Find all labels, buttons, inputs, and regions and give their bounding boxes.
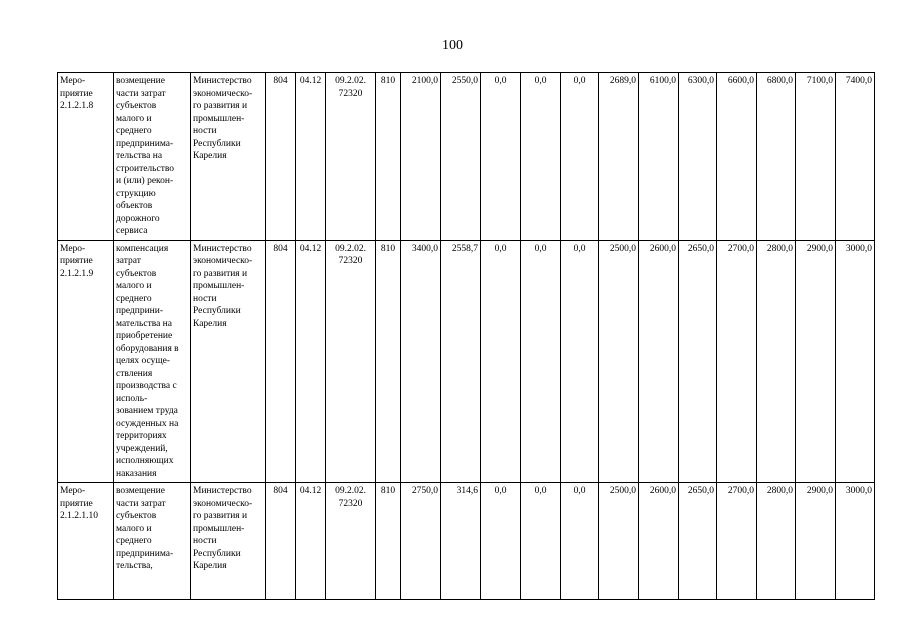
table-row	[58, 240, 875, 483]
activity-description-cell: компенсация затрат субъектов малого и среднего предприни- мательства на приобретение оборудования в целях осуще- ствления производства с исполь- зованием труда осужденных на территориях учреждений, исполняющих наказания	[114, 240, 191, 483]
responsible-organization-cell: Министерство экономическо- го развития и промышлен- ности Республики Карелия	[191, 483, 266, 600]
csr-code-cell: 09.2.02. 72320	[326, 483, 376, 600]
amount-cell: 2550,0	[441, 73, 481, 241]
grbs-code-cell: 804	[266, 483, 296, 600]
amount-cell: 3400,0	[401, 240, 441, 483]
activity-label-cell: Меро- приятие 2.1.2.1.9	[58, 240, 114, 483]
amount-cell: 2650,0	[679, 483, 717, 600]
vr-code-cell: 810	[376, 240, 401, 483]
amount-cell: 0,0	[481, 483, 521, 600]
amount-cell: 0,0	[481, 240, 521, 483]
amount-cell: 2650,0	[679, 240, 717, 483]
amount-cell: 2700,0	[717, 240, 757, 483]
budget-table	[57, 72, 875, 600]
amount-cell: 0,0	[521, 73, 561, 241]
amount-cell: 2500,0	[599, 483, 639, 600]
responsible-organization-cell: Министерство экономическо- го развития и промышлен- ности Республики Карелия	[191, 240, 266, 483]
amount-cell: 6800,0	[757, 73, 796, 241]
amount-cell: 2600,0	[639, 483, 679, 600]
activity-description-cell: возмещение части затрат субъектов малого и среднего предпринима- тельства,	[114, 483, 191, 600]
amount-cell: 6600,0	[717, 73, 757, 241]
vr-code-cell: 810	[376, 73, 401, 241]
activity-label-cell: Меро- приятие 2.1.2.1.10	[58, 483, 114, 600]
amount-cell: 0,0	[521, 483, 561, 600]
grbs-code-cell: 804	[266, 73, 296, 241]
table-row	[58, 73, 875, 241]
responsible-organization-cell: Министерство экономическо- го развития и промышлен- ности Республики Карелия	[191, 73, 266, 241]
amount-cell: 7400,0	[836, 73, 875, 241]
table-row	[58, 483, 875, 600]
amount-cell: 3000,0	[836, 483, 875, 600]
amount-cell: 2900,0	[796, 483, 836, 600]
amount-cell: 0,0	[481, 73, 521, 241]
amount-cell: 2750,0	[401, 483, 441, 600]
activity-description-cell: возмещение части затрат субъектов малого и среднего предпринима- тельства на строительство и (или) рекон- струкцию объектов дорожного сервиса	[114, 73, 191, 241]
amount-cell: 7100,0	[796, 73, 836, 241]
rzpr-code-cell: 04.12	[296, 483, 326, 600]
amount-cell: 2900,0	[796, 240, 836, 483]
amount-cell: 314,6	[441, 483, 481, 600]
amount-cell: 6100,0	[639, 73, 679, 241]
amount-cell: 0,0	[561, 483, 599, 600]
amount-cell: 0,0	[561, 73, 599, 241]
rzpr-code-cell: 04.12	[296, 73, 326, 241]
csr-code-cell: 09.2.02. 72320	[326, 240, 376, 483]
amount-cell: 0,0	[521, 240, 561, 483]
rzpr-code-cell: 04.12	[296, 240, 326, 483]
amount-cell: 3000,0	[836, 240, 875, 483]
activity-label-cell: Меро- приятие 2.1.2.1.8	[58, 73, 114, 241]
amount-cell: 2500,0	[599, 240, 639, 483]
page-number: 100	[442, 38, 463, 53]
budget-table-body	[58, 73, 875, 600]
amount-cell: 2600,0	[639, 240, 679, 483]
amount-cell: 2100,0	[401, 73, 441, 241]
amount-cell: 0,0	[561, 240, 599, 483]
amount-cell: 2689,0	[599, 73, 639, 241]
amount-cell: 2700,0	[717, 483, 757, 600]
grbs-code-cell: 804	[266, 240, 296, 483]
vr-code-cell: 810	[376, 483, 401, 600]
csr-code-cell: 09.2.02. 72320	[326, 73, 376, 241]
amount-cell: 2558,7	[441, 240, 481, 483]
amount-cell: 2800,0	[757, 483, 796, 600]
amount-cell: 6300,0	[679, 73, 717, 241]
amount-cell: 2800,0	[757, 240, 796, 483]
